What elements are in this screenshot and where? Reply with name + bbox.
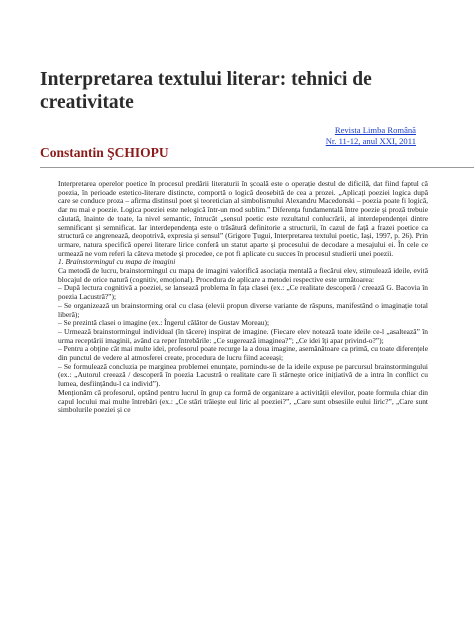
author-name[interactable]: Constantin ŞCHIOPU: [40, 145, 169, 160]
page-title: Interpretarea textului literar: tehnici de creativitate: [40, 69, 372, 113]
procedure-step: – Urmează brainstormingul individual (în tăcere) inspirat de imagine. (Fiecare elev notează toate ideile ce-l „asaltează” în urma receptării imaginii, având ca reper întrebările: „Ce sugerează imaginea?”; „Ce idei îți apar privind-o?”);: [58, 326, 428, 345]
source-block: [326, 125, 416, 147]
procedure-step: – Se prezintă clasei o imagine (ex.: Îngerul călător de Gustav Moreau);: [58, 318, 270, 328]
procedure-step: – Pentru a obține cât mai multe idei, profesorul poate recurge la a doua imagine, asemănătoare ca primă, cu toate diferențele din punctul de vedere al atmosferei create, procedura de lucru fiind aceeași;: [58, 344, 428, 363]
procedure-step: – Se organizează un brainstorming oral cu clasa (elevii propun diverse variante de răspuns, manifestând o imaginație total liberă);: [58, 300, 428, 319]
article-body: [58, 180, 428, 415]
paragraph: Menționăm că profesorul, optând pentru lucrul în grup ca formă de organizare a activității elevilor, poate formula chiar din capul locului mai multe întrebări (ex.: „Ce stări trăiește eul liric al poeziei?”, „Care sunt obsesiile eului liric?”, „Care sunt simbolurile poeziei și ce: [58, 387, 428, 415]
procedure-step: – Se formulează concluzia pe marginea problemei enunțate, pornindu-se de la ideile expuse pe parcursul brainstormingului (ex.: „Autorul creează / descoperă în poezia Lacustră o realitate care îi stârnește orice inițiativă de a intra în conflict cu lumea, desființându-l ca individ”).: [58, 361, 428, 389]
journal-link[interactable]: Revista Limba Română: [334, 125, 416, 135]
section-heading: 1. Brainstormingul cu mapa de imagini: [58, 257, 176, 267]
procedure-step: – După lectura cognitivă a poeziei, se lansează problema în fața clasei (ex.: „Ce realitate descoperă / creează G. Bacovia în poezia Lacustră?”);: [58, 283, 428, 302]
divider: [40, 167, 474, 168]
paragraph: Ca metodă de lucru, brainstormingul cu mapa de imagini valorifică asociația mentală a fiecărui elev, stimulează ideile, evită blocajul de orice natură (cognitiv, emoțional). Procedura de aplicare a metodei respective este următoarea:: [58, 266, 428, 284]
issue-link[interactable]: Nr. 11-12, anul XXI, 2011: [325, 136, 416, 146]
intro-paragraph: Interpretarea operelor poetice în procesul predării literaturii în școală este o operație destul de dificilă, dat fiind faptul că poezia, în perioade estetico-literare distincte, comportă o logică deosebită de cea a prozei. „Aplicați poeziei logica după care se conduce proza – afirma distinsul poet și teoretician al simbolismului Alexandru Macedonski – poezia poate fi logică, dar nu mai e poezie. Logica poeziei este nelogică într-un mod sublim.” Diferența fundamentală între poezie și proză trebuie căutată, înainte de toate, la nivel semantic, întrucât „sensul poetic este rezultatul conlucrării, al interdependenței dintre semnificant și semnificat. Iar interdependența este o trăsătură definitorie a structurii, în cazul de față a frazei poetice ca structură ce angrenează, deopotrivă, expresia și sensul” (Grigore Țugui, Interpretarea textului poetic, Iași, 1997, p. 26). Prin urmare, natura specifică operei literare lirice conferă un statut aparte și procesului de decodare a mesajului ei. În cele ce urmează ne vom referi la câteva metode și procedee, ce pot fi aplicate cu succes în procesul studierii unei poezii.: [58, 179, 428, 258]
